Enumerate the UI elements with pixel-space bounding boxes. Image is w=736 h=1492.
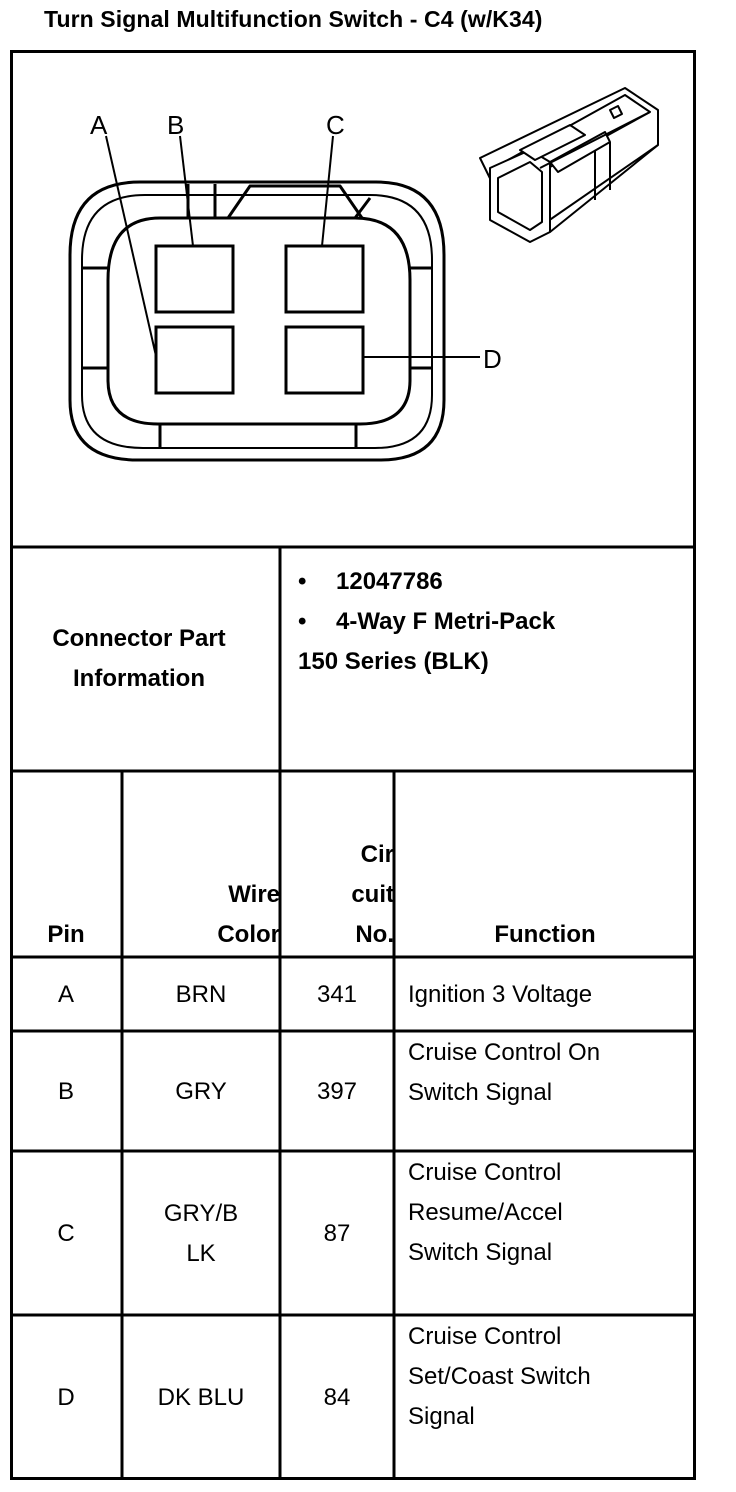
connector-part-info-details: [298, 562, 555, 682]
row-c-circuit: 87: [323, 1220, 351, 1247]
row-a-wire-color: BRN: [175, 981, 227, 1008]
row-c-wire-color: GRY/B LK: [163, 1200, 239, 1267]
row-a-function: Ignition 3 Voltage: [408, 981, 593, 1008]
pin-label-b: B: [167, 110, 185, 140]
header-pin: Pin: [47, 921, 85, 948]
connector-part-info-label: Connector Part Information: [52, 625, 226, 692]
page-title: Turn Signal Multifunction Switch - C4 (w/K34): [44, 6, 543, 32]
row-b-pin: B: [57, 1078, 74, 1105]
row-d-circuit: 84: [323, 1384, 351, 1411]
row-d-function: Cruise Control Set/Coast Switch Signal: [408, 1323, 591, 1430]
connector-sheet: [10, 50, 696, 1480]
row-d-wire-color: DK BLU: [157, 1384, 245, 1411]
connector-3d-illustration: [480, 88, 658, 242]
row-c-pin: C: [57, 1220, 75, 1247]
header-circuit-no: Cir cuit No.: [351, 841, 394, 948]
connector-face-diagram: [10, 50, 696, 547]
row-c-function: Cruise Control Resume/Accel Switch Signal: [408, 1159, 563, 1266]
pin-cavity-d: [286, 327, 363, 393]
pin-cavity-a: [156, 327, 233, 393]
pin-label-d: D: [483, 344, 502, 374]
pin-label-c: C: [326, 110, 345, 140]
row-a-pin: A: [57, 981, 74, 1008]
connector-series: 150 Series (BLK): [298, 648, 489, 675]
part-number: • 12047786: [298, 568, 443, 595]
pin-label-a: A: [90, 110, 108, 140]
row-a-circuit: 341: [316, 981, 358, 1008]
pin-cavity-c: [286, 246, 363, 312]
header-wire-color: Wire Color: [217, 881, 280, 948]
row-b-wire-color: GRY: [175, 1078, 227, 1105]
header-function: Function: [494, 921, 596, 948]
pin-cavity-b: [156, 246, 233, 312]
row-d-pin: D: [57, 1384, 75, 1411]
row-b-circuit: 397: [316, 1078, 358, 1105]
connector-type: • 4-Way F Metri-Pack: [298, 608, 556, 635]
row-b-function: Cruise Control On Switch Signal: [408, 1039, 601, 1106]
